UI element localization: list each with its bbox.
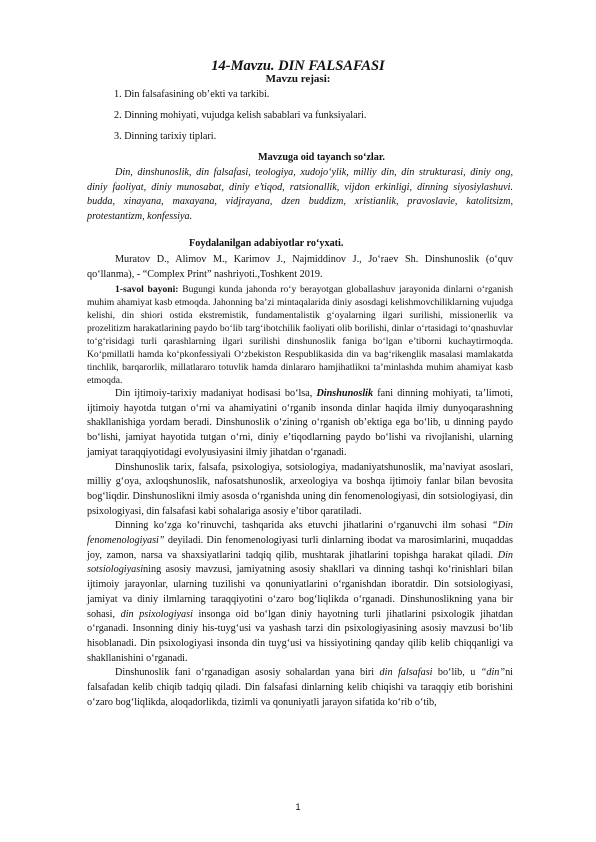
keywords-heading: Mavzuga oid tayanch so‘zlar. xyxy=(258,152,385,163)
literature-text: Muratov D., Alimov M., Karimov J., Najmiddinov J., Jo‘raev Sh. Dinshunoslik (o‘quv qo‘llanma), - “Complex Print” nashriyoti.,Toshkent 2019. xyxy=(87,254,513,280)
term-din-sotsiologiyasi: Din sotsiologiyasi xyxy=(87,549,513,576)
plan-item: 3. Dinning tarixiy tiplari. xyxy=(114,131,217,142)
term-din-psixologiyasi: din psixologiyasi xyxy=(120,608,193,620)
keywords-paragraph xyxy=(87,166,513,225)
paragraph-3: Dinshunoslik tarix, falsafa, psixologiya, sotsiologiya, madaniyatshunoslik, ma’naviyat asoslari, milliy g‘oya, axloqshunoslik, nafosatshunoslik, arxeologiya va boshqa ijtimoiy fanlar bilan bevosita bog‘liqdir. Dinshunoslikni ilmiy asosda o‘rganishda uning din fenomenologiyasi, din sotsiologiyasi, din psixologiyasi, din falsafasi kabi sohalariga asosiy e’tibor qaratiladi. xyxy=(87,461,513,517)
main-text xyxy=(87,283,513,710)
literature-paragraph xyxy=(87,253,513,282)
page-number: 1 xyxy=(295,802,301,813)
question-1-label: 1-savol bayoni: xyxy=(115,284,179,295)
term-dinshunoslik: Dinshunoslik xyxy=(316,388,374,399)
question-1-paragraph: 1-savol bayoni: Bugungi kunda jahonda ro‘y berayotgan globallashuv jarayonida dinlarni o‘rganish muhim ahamiyat kasb etmoqda. Jahonning ba’zi mintaqalarida diniy asosdagi kelishmovchiliklarning vujudga kelishi, din shiori ostida ekstremistik, fundamentalistik g‘oyalarning ilgari surilishi, missionerlik va prozelitizm harakatlarining paydo bo‘lib targ‘ibotchilik faoliyati olib borilishi, dinlar o‘rtasidagi to‘qnashuvlar to‘g‘risidagi turli qarashlarning ilgari surilishi dinshunoslik faniga bo‘lgan e’tiborni kuchaytirmoqda. Ko‘pmillatli hamda ko‘pkonfessiyali O‘zbekiston Respublikasida din va bag‘rikenglik masalasi mamlakatda tinchlik, barqarorlik, millatlararo totuvlik hamda dinlararo hamjihatlikni ta’minlashda muhim ahamiyat kasb etmoqda. xyxy=(87,284,514,386)
term-din-falsafasi: din falsafasi xyxy=(379,667,433,679)
plan-list xyxy=(114,89,366,152)
plan-item: 2. Dinning mohiyati, vujudga kelish sabablari va funksiyalari. xyxy=(114,110,367,121)
paragraph-4: Dinning ko‘zga ko‘rinuvchi, tashqarida aks etuvchi jihatlarini o‘rganuvchi ilm sohasi “Din fenomenologiyasi” deyiladi. Din fenomenologiyasi turli dinlarning ibodat va marosimlarini, muqaddas joy, zamon, narsa va shaxsiyatlarini tadqiq qilib, mushtarak jihatlarini topishga harakat qiladi. Din sotsiologiyasining asosiy mavzusi, jamiyatning asosiy shakllari va dinning tashqi ko‘rinishlari bilan ijtimoiy jarayonlar, ularning tuzilishi va qonuniyatlarini o‘rganishdan iboratdir. Din sotsiologiyasi, jamiyat va diniy ilmlarning taraqqiyotini o‘zaro bog‘liqlikda o‘rganadi. Dinshunoslikning yana bir sohasi, din psixologiyasi insonga oid bo‘lgan diniy hayotning turli jihatlarini psixologik jihatdan o‘rganadi. Insonning diniy his-tuyg‘usi va yashash tarzi din psixologiyasining asosiy mavzusi bo‘lib hisoblanadi. Din psixologiyasi insonda din tuyg‘usi va hissiyotining qanday qilib kelib chiqqanligi va shakllanishini o‘rganadi. xyxy=(87,520,514,664)
keywords-text: Din, dinshunoslik, din falsafasi, teologiya, xudojo‘ylik, milliy din, din strukturasi, diniy ong, diniy faoliyat, diniy munosabat, diniy e’tiqod, ratsionallik, vijdon erkinligi, dinning siyosiylashuvi. budda, xinayana, maxayana, vidjrayana, dzen buddizm, xristianlik, pravoslavie, katolitsizm, protestantizm, konfessiya. xyxy=(87,167,513,223)
term-din-fenomenologiyasi: “Din fenomenologiyasi” xyxy=(87,520,513,547)
term-din: “din” xyxy=(480,667,506,679)
page-title: 14-Mavzu. DIN FALSAFASI xyxy=(211,58,385,74)
literature-heading: Foydalanilgan adabiyotlar ro‘yxati. xyxy=(189,238,344,249)
paragraph-5: Dinshunoslik fani o‘rganadigan asosiy sohalardan yana biri din falsafasi bo‘lib, u “din”ni falsafadan kelib chiqib tadqiq qiladi. Din falsafasi dinlarning kelib chiqishi va taraqqiy etib borishini o‘zaro bog‘liqlikda, aloqadorlikda, tizimli va qonuniyatli jarayon sifatida ko‘rib o‘tib, xyxy=(87,667,513,708)
paragraph-2: Din ijtimoiy-tarixiy madaniyat hodisasi bo‘lsa, Dinshunoslik fani dinning mohiyati, ta’limoti, ijtimoiy hayotda tutgan o‘rni va ahamiyatini o‘rganib insonda dinlar haqida ilmiy dunyoqarashning shakllanishiga yordam beradi. Dinshunoslik o‘zining o‘rganish ob’ektiga ega bo‘lib, u dinning paydo bo‘lishi, jamiyat hayotida tutgan o‘rni, diniy e’tiqodlarning paydo bo‘lishi va rivojlanishi, ularning jamiyat taraqqiyotidagi evolyusiyasini ilmiy jihatdan o‘rganadi. xyxy=(87,388,513,458)
plan-heading: Mavzu rejasi: xyxy=(265,73,331,85)
plan-item: 1. Din falsafasining ob’ekti va tarkibi. xyxy=(114,89,270,100)
